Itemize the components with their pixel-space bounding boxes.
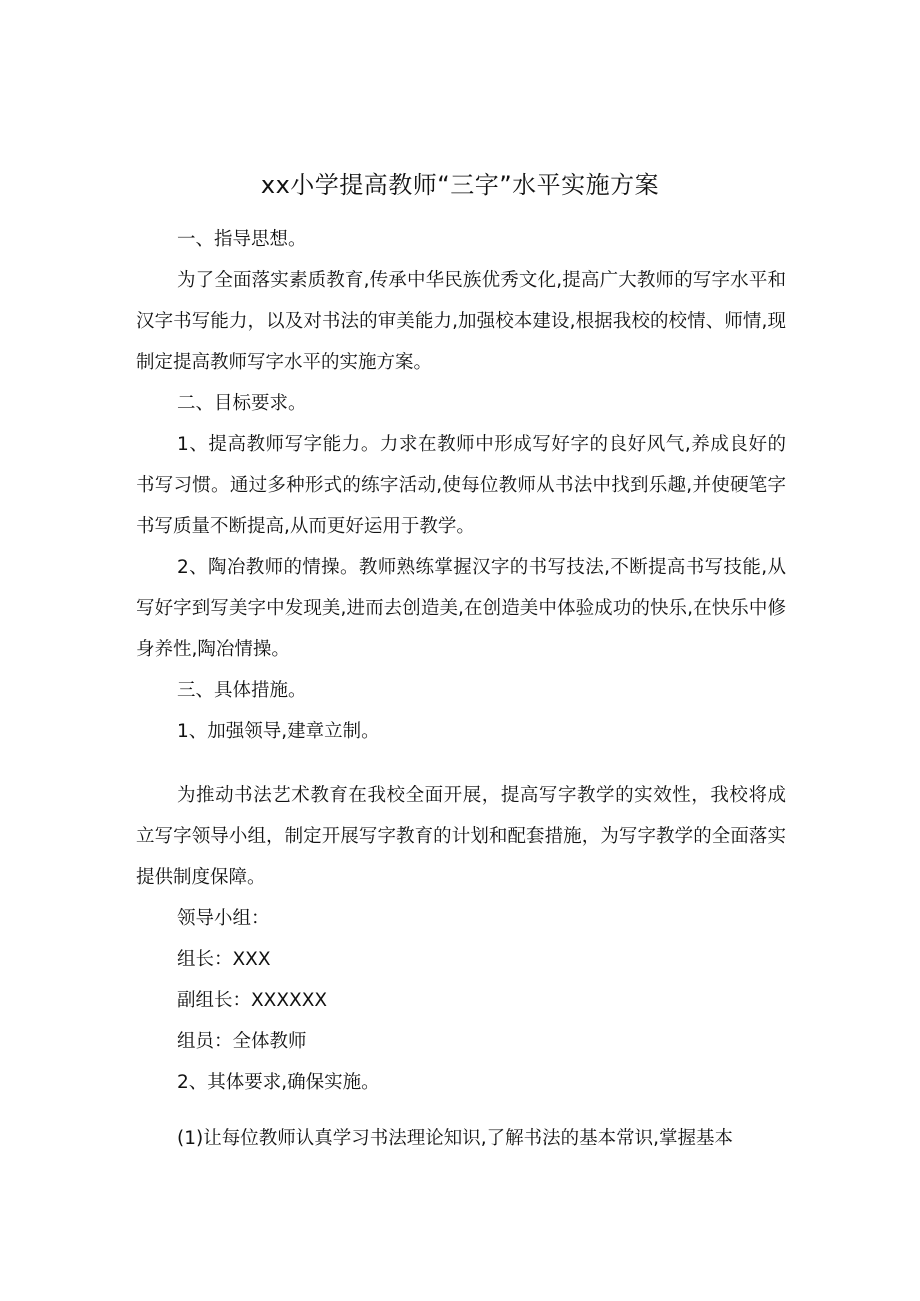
section3-item1-heading: 1、加强领导,建章立制。	[177, 721, 380, 742]
section3-item1-paragraph: 为推动书法艺术教育在我校全面开展，提高写字教学的实效性，我校将成立写字领导小组，制定开展写字教育的计划和配套措施，为写字教学的全面落实提供制度保障。	[136, 785, 786, 888]
group-leader: 组长：XXX	[177, 949, 271, 970]
section3-item2-sub1: (1)让每位教师认真学习书法理论知识,了解书法的基本常识,掌握基本	[177, 1128, 733, 1149]
group-label: 领导小组：	[177, 908, 270, 929]
section2-item1-paragraph: 1、提高教师写字能力。力求在教师中形成写好字的良好风气,养成良好的书写习惯。通过多种形式的练字活动,使每位教师从书法中找到乐趣,并使硬笔字书写质量不断提高,从而更好运用于教学。	[136, 434, 786, 537]
section3-heading: 三、具体措施。	[177, 680, 307, 701]
section2-heading: 二、目标要求。	[177, 393, 307, 414]
document-title: xx小学提高教师“三字”水平实施方案	[260, 171, 660, 199]
group-members: 组员：全体教师	[177, 1031, 307, 1052]
section3-item2-heading: 2、其体要求,确保实施。	[177, 1072, 380, 1093]
section1-heading: 一、指导思想。	[177, 229, 307, 250]
section1-paragraph: 为了全面落实素质教育,传承中华民族优秀文化,提高广大教师的写字水平和汉字书写能力，以及对书法的审美能力,加强校本建设,根据我校的校情、师情,现制定提高教师写字水平的实施方案。	[136, 270, 786, 373]
section2-item2-paragraph: 2、陶冶教师的情操。教师熟练掌握汉字的书写技法,不断提高书写技能,从写好字到写美字中发现美,进而去创造美,在创造美中体验成功的快乐,在快乐中修身养性,陶冶情操。	[136, 557, 786, 660]
group-deputy: 副组长：XXXXXX	[177, 990, 328, 1011]
